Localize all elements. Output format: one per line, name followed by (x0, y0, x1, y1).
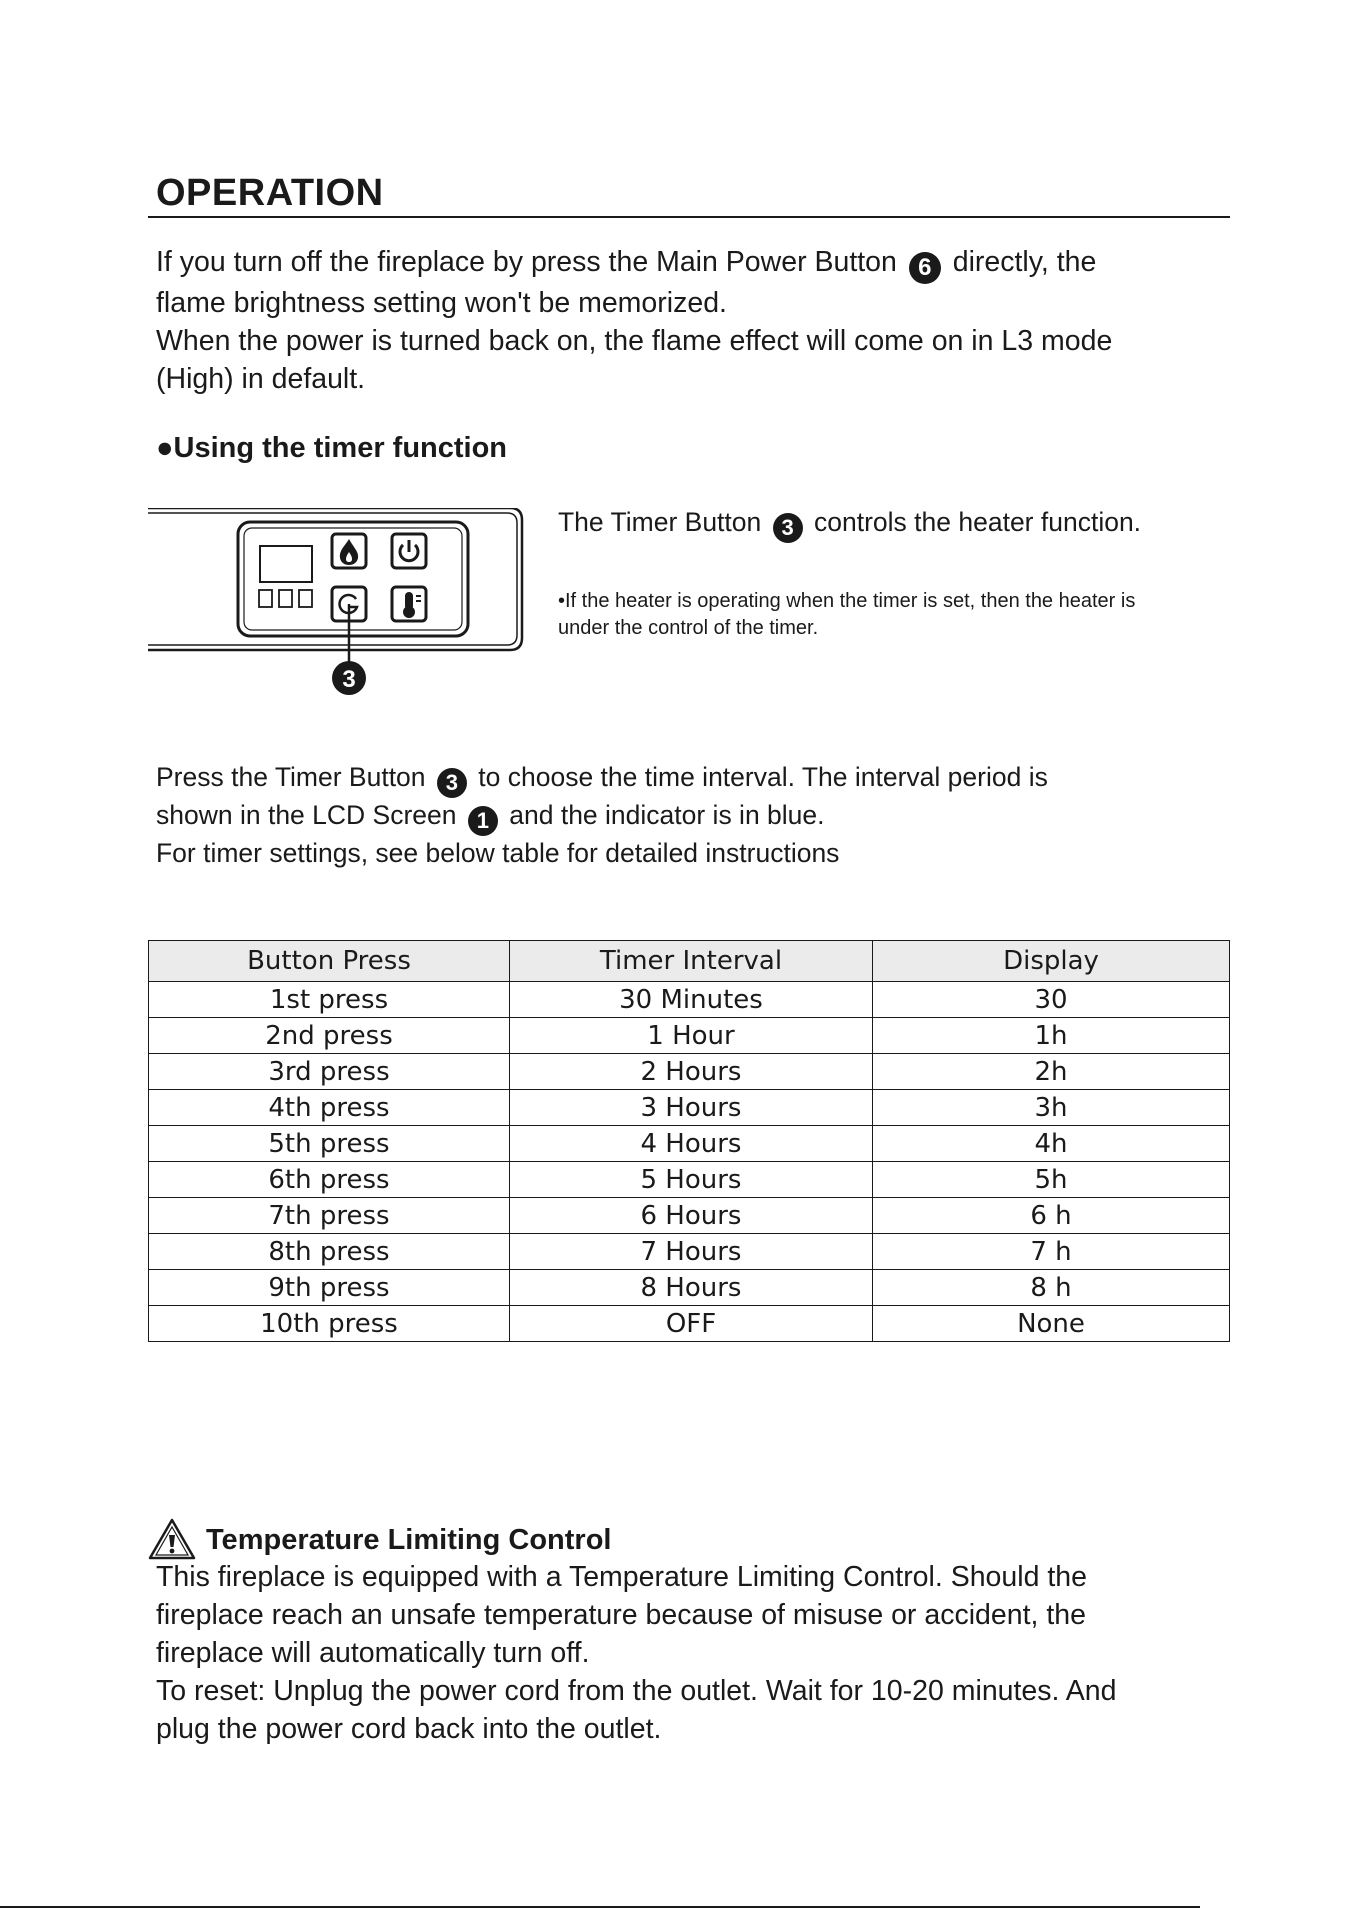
intro-line-3: When the power is turned back on, the flame effect will come on in L3 mode (156, 325, 1113, 357)
cell-display: 3h (873, 1090, 1230, 1126)
callout-6-badge: 6 (909, 252, 941, 284)
intro-line-1-end: directly, the (952, 246, 1097, 278)
intro-line-4: (High) in default. (156, 363, 366, 395)
cell-timer-interval: 6 Hours (510, 1198, 873, 1234)
temperature-heading-row (148, 1518, 612, 1562)
power-button-icon (392, 534, 426, 568)
callout-3-badge: 3 (773, 513, 803, 543)
cell-timer-interval: 7 Hours (510, 1234, 873, 1270)
timer-instructions (156, 760, 1048, 871)
table-row (149, 1126, 1230, 1162)
cell-display: 30 (873, 982, 1230, 1018)
cell-display: 8 h (873, 1270, 1230, 1306)
table-header-row (149, 941, 1230, 982)
cell-button-press: 1st press (149, 982, 510, 1018)
cell-button-press: 3rd press (149, 1054, 510, 1090)
cell-button-press: 2nd press (149, 1018, 510, 1054)
table-row (149, 1162, 1230, 1198)
cell-timer-interval: 5 Hours (510, 1162, 873, 1198)
timer-side-text (558, 507, 1141, 543)
cell-display: 1h (873, 1018, 1230, 1054)
cell-button-press: 4th press (149, 1090, 510, 1126)
cell-button-press: 7th press (149, 1198, 510, 1234)
cell-timer-interval: 4 Hours (510, 1126, 873, 1162)
callout-1-badge: 1 (468, 806, 498, 836)
table-row (149, 1270, 1230, 1306)
timer-note-line-1: •If the heater is operating when the timer is set, then the heater is (558, 590, 1136, 612)
lcd-screen (259, 546, 312, 607)
cell-timer-interval: 2 Hours (510, 1054, 873, 1090)
timer-callout-number: 3 (342, 666, 356, 693)
cell-display: None (873, 1306, 1230, 1342)
cell-display: 2h (873, 1054, 1230, 1090)
header-button-press: Button Press (149, 941, 510, 982)
cell-timer-interval: 8 Hours (510, 1270, 873, 1306)
cell-button-press: 9th press (149, 1270, 510, 1306)
cell-timer-interval: 30 Minutes (510, 982, 873, 1018)
cell-button-press: 6th press (149, 1162, 510, 1198)
page-title: OPERATION (156, 172, 384, 214)
press-line-1 (156, 760, 1048, 798)
cell-button-press: 10th press (149, 1306, 510, 1342)
press-line-3: For timer settings, see below table for detailed instructions (156, 838, 840, 868)
intro-line-2: flame brightness setting won't be memorized. (156, 287, 727, 319)
temperature-heading: Temperature Limiting Control (206, 1524, 612, 1556)
cell-display: 7 h (873, 1234, 1230, 1270)
cell-timer-interval: 3 Hours (510, 1090, 873, 1126)
temp-line-3: fireplace will automatically turn off. (156, 1637, 590, 1669)
cell-timer-interval: 1 Hour (510, 1018, 873, 1054)
press-line-2 (156, 798, 1048, 836)
timer-table (148, 940, 1230, 1342)
temp-line-4: To reset: Unplug the power cord from the outlet. Wait for 10-20 minutes. And (156, 1675, 1117, 1707)
cell-display: 5h (873, 1162, 1230, 1198)
cell-display: 6 h (873, 1198, 1230, 1234)
timer-side-start: The Timer Button (558, 507, 762, 537)
temp-line-2: fireplace reach an unsafe temperature because of misuse or accident, the (156, 1599, 1086, 1631)
table-row (149, 1054, 1230, 1090)
footer-rule (0, 1906, 1200, 1908)
timer-note-line-2: under the control of the timer. (558, 617, 819, 639)
table-row (149, 1090, 1230, 1126)
warning-triangle-icon (148, 1518, 196, 1560)
flame-button-icon (332, 534, 366, 568)
table-row (149, 1018, 1230, 1054)
callout-3-badge-2: 3 (437, 768, 467, 798)
table-row (149, 982, 1230, 1018)
header-display: Display (873, 941, 1230, 982)
cell-display: 4h (873, 1126, 1230, 1162)
temp-line-1: This fireplace is equipped with a Temperature Limiting Control. Should the (156, 1561, 1087, 1593)
table-row (149, 1306, 1230, 1342)
cell-button-press: 5th press (149, 1126, 510, 1162)
press-line-1-end: to choose the time interval. The interval period is (478, 762, 1048, 792)
heater-button-icon (392, 587, 426, 621)
cell-button-press: 8th press (149, 1234, 510, 1270)
cell-timer-interval: OFF (510, 1306, 873, 1342)
intro-line-1-start: If you turn off the fireplace by press the Main Power Button (156, 246, 897, 278)
press-line-1-start: Press the Timer Button (156, 762, 426, 792)
press-line-2-end: and the indicator is in blue. (509, 800, 825, 830)
title-rule (148, 216, 1230, 218)
control-panel-diagram (148, 508, 528, 705)
timer-heading: ●Using the timer function (156, 432, 508, 464)
control-panel-svg (148, 508, 528, 700)
temp-line-5: plug the power cord back into the outlet. (156, 1713, 662, 1745)
intro-line-1 (156, 243, 1112, 284)
table-row (149, 1198, 1230, 1234)
timer-side-end: controls the heater function. (814, 507, 1142, 537)
temperature-paragraph (156, 1558, 1117, 1748)
press-line-2-start: shown in the LCD Screen (156, 800, 457, 830)
header-timer-interval: Timer Interval (510, 941, 873, 982)
intro-paragraph (156, 243, 1112, 398)
timer-note (558, 588, 1135, 642)
table-row (149, 1234, 1230, 1270)
